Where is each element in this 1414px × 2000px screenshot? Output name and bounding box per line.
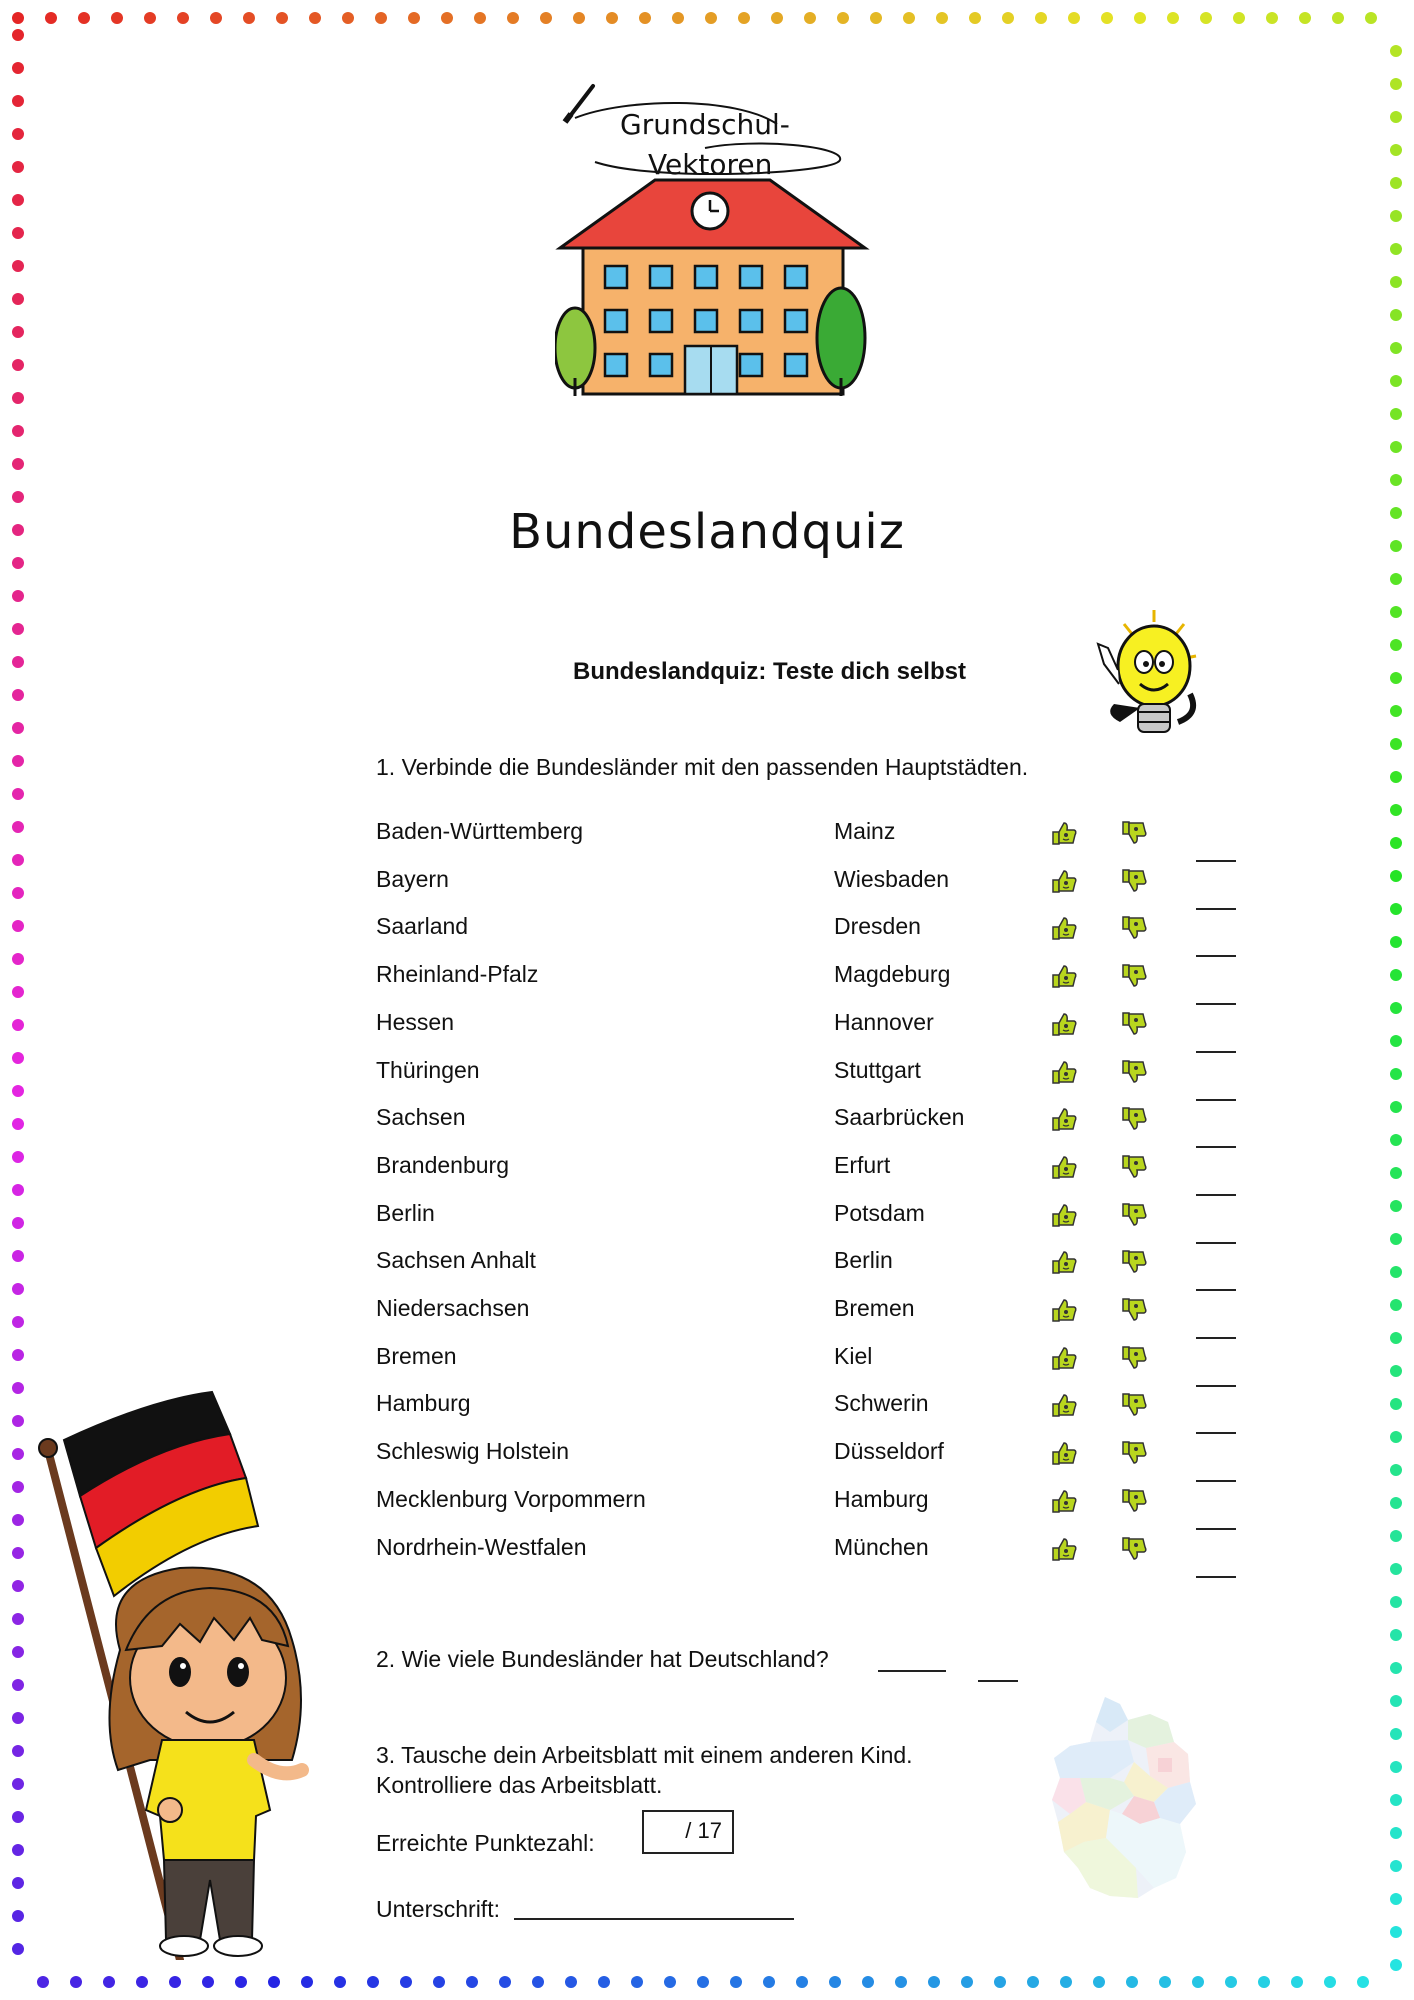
thumbs-down-icon[interactable] — [1120, 1011, 1148, 1037]
border-dot — [1390, 1728, 1402, 1740]
thumbs-up-icon[interactable] — [1050, 963, 1078, 989]
task3-instruction-line2: Kontrolliere das Arbeitsblatt. — [376, 1772, 663, 1798]
border-dot — [1192, 1976, 1204, 1988]
border-dot — [12, 1745, 24, 1757]
state-name: Berlin — [376, 1199, 435, 1226]
border-dot — [1258, 1976, 1270, 1988]
border-dot — [1390, 573, 1402, 585]
border-dot — [1390, 738, 1402, 750]
border-dot — [334, 1976, 346, 1988]
border-dot — [12, 722, 24, 734]
score-blank[interactable] — [1196, 1099, 1236, 1101]
border-dot — [12, 953, 24, 965]
border-dot — [169, 1976, 181, 1988]
border-dot — [12, 62, 24, 74]
border-dot — [1060, 1976, 1072, 1988]
state-name: Rheinland-Pfalz — [376, 961, 539, 988]
border-dot — [598, 1976, 610, 1988]
capital-name: Düsseldorf — [834, 1438, 944, 1465]
thumbs-up-icon[interactable] — [1050, 1011, 1078, 1037]
border-dot — [1390, 111, 1402, 123]
thumbs-up-icon[interactable] — [1050, 1202, 1078, 1228]
border-dot — [1324, 1976, 1336, 1988]
border-dot — [664, 1976, 676, 1988]
capital-name: Erfurt — [834, 1151, 891, 1178]
border-dot — [474, 12, 486, 24]
border-dot — [12, 161, 24, 173]
thumbs-down-icon[interactable] — [1120, 1440, 1148, 1466]
border-dot — [12, 95, 24, 107]
thumbs-down-icon[interactable] — [1120, 1345, 1148, 1371]
task3-instruction-line1: 3. Tausche dein Arbeitsblatt mit einem anderen Kind. — [376, 1742, 913, 1768]
girl-with-germany-flag — [30, 1340, 390, 1960]
border-dot — [367, 1976, 379, 1988]
border-dot — [12, 1283, 24, 1295]
score-blank[interactable] — [1196, 1003, 1236, 1005]
border-dot — [969, 12, 981, 24]
thumbs-down-icon[interactable] — [1120, 963, 1148, 989]
border-dot — [12, 1151, 24, 1163]
border-dot — [1390, 1365, 1402, 1377]
score-blank[interactable] — [1196, 1146, 1236, 1148]
border-dot — [573, 12, 585, 24]
capital-name: Saarbrücken — [834, 1104, 965, 1131]
capital-name: Bremen — [834, 1295, 915, 1321]
capital-name: München — [834, 1533, 929, 1560]
thumbs-down-icon[interactable] — [1120, 1536, 1148, 1562]
task2-score-blank[interactable] — [978, 1680, 1018, 1682]
border-dot — [12, 425, 24, 437]
border-dot — [12, 1415, 24, 1427]
border-dot — [1390, 1695, 1402, 1707]
border-dot — [12, 1448, 24, 1460]
state-name: Sachsen — [376, 1104, 466, 1131]
capital-name: Stuttgart — [834, 1056, 921, 1083]
border-dot — [12, 920, 24, 932]
capital-name: Hamburg — [834, 1485, 929, 1512]
state-name: Saarland — [376, 913, 469, 940]
border-dot — [210, 12, 222, 24]
border-dot — [507, 12, 519, 24]
border-dot — [1390, 1035, 1402, 1047]
capital-name: Wiesbaden — [834, 865, 950, 892]
state-name: Baden-Württemberg — [376, 818, 584, 844]
border-dot — [342, 12, 354, 24]
task1-instruction: 1. Verbinde die Bundesländer mit den passenden Hauptstädten. — [376, 754, 1029, 780]
border-dot — [103, 1976, 115, 1988]
border-dot — [12, 1250, 24, 1262]
border-dot — [606, 12, 618, 24]
border-dot — [1093, 1976, 1105, 1988]
border-dot — [144, 12, 156, 24]
border-dot — [1390, 1266, 1402, 1278]
border-dot — [12, 1613, 24, 1625]
capital-name: Mainz — [834, 818, 896, 844]
border-dot — [12, 1712, 24, 1724]
border-dot — [1390, 672, 1402, 684]
border-dot — [12, 1514, 24, 1526]
border-dot — [1390, 1464, 1402, 1476]
border-dot — [1002, 12, 1014, 24]
thumbs-down-icon[interactable] — [1120, 820, 1148, 846]
quiz-heading: Bundeslandquiz: Teste dich selbst — [573, 658, 966, 685]
border-dot — [1390, 45, 1402, 57]
score-blank[interactable] — [1196, 1289, 1236, 1291]
border-dot — [12, 260, 24, 272]
border-dot — [639, 12, 651, 24]
border-dot — [1390, 705, 1402, 717]
border-dot — [1390, 936, 1402, 948]
signature-line[interactable] — [514, 1918, 794, 1920]
score-blank[interactable] — [1196, 1337, 1236, 1339]
border-dot — [12, 1217, 24, 1229]
border-dot — [12, 491, 24, 503]
thumbs-down-icon[interactable] — [1120, 1154, 1148, 1180]
task2-question: 2. Wie viele Bundesländer hat Deutschland? — [376, 1646, 829, 1672]
border-dot — [70, 1976, 82, 1988]
state-name: Hamburg — [376, 1390, 471, 1417]
border-dot — [1390, 1101, 1402, 1113]
border-dot — [1390, 243, 1402, 255]
border-dot — [12, 689, 24, 701]
border-dot — [177, 12, 189, 24]
border-dot — [837, 12, 849, 24]
border-dot — [1390, 1827, 1402, 1839]
border-dot — [12, 227, 24, 239]
border-dot — [12, 788, 24, 800]
border-dot — [1390, 804, 1402, 816]
border-dot — [1390, 1398, 1402, 1410]
border-dot — [12, 293, 24, 305]
border-dot — [1390, 1497, 1402, 1509]
border-dot — [1390, 309, 1402, 321]
border-dot — [1200, 12, 1212, 24]
thumbs-down-icon[interactable] — [1120, 1297, 1148, 1323]
border-dot — [301, 1976, 313, 1988]
border-dot — [45, 12, 57, 24]
border-dot — [1390, 1002, 1402, 1014]
score-blank[interactable] — [1196, 1480, 1236, 1482]
border-dot — [771, 12, 783, 24]
score-blank[interactable] — [1196, 1385, 1236, 1387]
border-dot — [1390, 1860, 1402, 1872]
border-dot — [763, 1976, 775, 1988]
border-dot — [862, 1976, 874, 1988]
capital-name: Schwerin — [834, 1390, 929, 1417]
border-dot — [672, 12, 684, 24]
border-dot — [12, 1844, 24, 1856]
border-dot — [936, 12, 948, 24]
border-dot — [928, 1976, 940, 1988]
border-dot — [1390, 78, 1402, 90]
thumbs-down-icon[interactable] — [1120, 1488, 1148, 1514]
state-name: Schleswig Holstein — [376, 1438, 570, 1465]
score-blank[interactable] — [1196, 955, 1236, 957]
score-blank[interactable] — [1196, 860, 1236, 862]
border-dot — [1390, 144, 1402, 156]
logo-text-line1: Grundschul- — [620, 108, 790, 141]
thumbs-up-icon[interactable] — [1050, 1488, 1078, 1514]
border-dot — [532, 1976, 544, 1988]
capital-name: Hannover — [834, 1008, 934, 1035]
border-dot — [111, 12, 123, 24]
signature-label: Unterschrift: — [376, 1896, 500, 1922]
border-dot — [1390, 408, 1402, 420]
capital-name: Magdeburg — [834, 961, 951, 988]
thumbs-up-icon[interactable] — [1050, 1249, 1078, 1275]
border-dot — [1357, 1976, 1369, 1988]
border-dot — [705, 12, 717, 24]
border-dot — [12, 1943, 24, 1955]
border-dot — [631, 1976, 643, 1988]
border-dot — [466, 1976, 478, 1988]
score-label: Erreichte Punktezahl: — [376, 1830, 595, 1856]
thumbs-up-icon[interactable] — [1050, 1059, 1078, 1085]
thumbs-down-icon[interactable] — [1120, 915, 1148, 941]
thumbs-up-icon[interactable] — [1050, 1392, 1078, 1418]
border-dot — [136, 1976, 148, 1988]
border-dot — [903, 12, 915, 24]
capital-name: Kiel — [834, 1342, 873, 1369]
state-name: Bayern — [376, 865, 449, 892]
border-dot — [12, 1382, 24, 1394]
thumbs-down-icon[interactable] — [1120, 1392, 1148, 1418]
border-dot — [540, 12, 552, 24]
border-dot — [78, 12, 90, 24]
border-dot — [697, 1976, 709, 1988]
state-name: Thüringen — [376, 1056, 480, 1083]
border-dot — [1291, 1976, 1303, 1988]
border-dot — [12, 194, 24, 206]
border-dot — [12, 887, 24, 899]
score-blank[interactable] — [1196, 1242, 1236, 1244]
border-dot — [1225, 1976, 1237, 1988]
border-dot — [994, 1976, 1006, 1988]
border-dot — [1390, 1167, 1402, 1179]
border-dot — [565, 1976, 577, 1988]
border-dot — [1390, 375, 1402, 387]
border-dot — [12, 1184, 24, 1196]
border-dot — [1390, 870, 1402, 882]
border-dot — [1390, 1068, 1402, 1080]
border-dot — [1390, 210, 1402, 222]
border-dot — [1390, 1761, 1402, 1773]
border-dot — [276, 12, 288, 24]
border-dot — [12, 1580, 24, 1592]
border-dot — [12, 1646, 24, 1658]
thumbs-up-icon[interactable] — [1050, 915, 1078, 941]
border-dot — [12, 590, 24, 602]
border-dot — [1390, 177, 1402, 189]
border-dot — [243, 12, 255, 24]
border-dot — [12, 986, 24, 998]
score-box[interactable]: / 17 — [642, 1810, 734, 1854]
border-dot — [12, 1085, 24, 1097]
score-blank[interactable] — [1196, 1194, 1236, 1196]
border-dot — [400, 1976, 412, 1988]
thumbs-down-icon[interactable] — [1120, 1249, 1148, 1275]
border-dot — [499, 1976, 511, 1988]
thumbs-down-icon[interactable] — [1120, 868, 1148, 894]
border-dot — [1390, 837, 1402, 849]
border-dot — [730, 1976, 742, 1988]
thumbs-up-icon[interactable] — [1050, 820, 1078, 846]
border-dot — [1390, 1893, 1402, 1905]
thumbs-up-icon[interactable] — [1050, 1106, 1078, 1132]
border-dot — [1233, 12, 1245, 24]
border-dot — [12, 1679, 24, 1691]
border-dot — [12, 854, 24, 866]
border-dot — [1035, 12, 1047, 24]
border-dot — [1390, 1431, 1402, 1443]
thumbs-up-icon[interactable] — [1050, 1440, 1078, 1466]
border-dot — [1027, 1976, 1039, 1988]
border-dot — [870, 12, 882, 24]
border-dot — [1390, 1530, 1402, 1542]
state-name: Niedersachsen — [376, 1295, 530, 1321]
state-name: Hessen — [376, 1008, 454, 1035]
page-title: Bundeslandquiz — [509, 504, 905, 561]
thumbs-up-icon[interactable] — [1050, 1345, 1078, 1371]
border-dot — [12, 1316, 24, 1328]
state-name: Bremen — [376, 1342, 457, 1369]
border-dot — [12, 29, 24, 41]
border-dot — [829, 1976, 841, 1988]
border-dot — [1365, 12, 1377, 24]
border-dot — [1390, 903, 1402, 915]
border-dot — [12, 1118, 24, 1130]
state-name: Brandenburg — [376, 1151, 509, 1178]
border-dot — [433, 1976, 445, 1988]
border-dot — [1390, 1926, 1402, 1938]
border-dot — [804, 12, 816, 24]
border-dot — [1299, 12, 1311, 24]
border-dot — [1390, 1200, 1402, 1212]
border-dot — [895, 1976, 907, 1988]
task2-answer-line[interactable] — [878, 1670, 946, 1672]
thumbs-down-icon[interactable] — [1120, 1106, 1148, 1132]
border-dot — [1134, 12, 1146, 24]
border-dot — [1390, 1596, 1402, 1608]
border-dot — [12, 1052, 24, 1064]
border-dot — [12, 458, 24, 470]
border-dot — [1390, 342, 1402, 354]
border-dot — [1390, 276, 1402, 288]
border-dot — [12, 359, 24, 371]
border-dot — [12, 392, 24, 404]
border-dot — [12, 656, 24, 668]
border-dot — [1390, 1662, 1402, 1674]
border-dot — [37, 1976, 49, 1988]
border-dot — [268, 1976, 280, 1988]
state-name: Nordrhein-Westfalen — [376, 1533, 587, 1560]
border-dot — [1126, 1976, 1138, 1988]
border-dot — [12, 1547, 24, 1559]
border-dot — [1390, 969, 1402, 981]
border-dot — [1390, 1629, 1402, 1641]
border-dot — [1390, 1959, 1402, 1971]
thumbs-up-icon[interactable] — [1050, 1536, 1078, 1562]
border-dot — [12, 755, 24, 767]
capital-name: Potsdam — [834, 1199, 925, 1226]
border-dot — [408, 12, 420, 24]
border-dot — [441, 12, 453, 24]
border-dot — [1101, 12, 1113, 24]
border-dot — [12, 1349, 24, 1361]
border-dot — [1390, 771, 1402, 783]
border-dot — [1332, 12, 1344, 24]
border-dot — [1390, 1134, 1402, 1146]
thumbs-up-icon[interactable] — [1050, 1297, 1078, 1323]
border-dot — [1167, 12, 1179, 24]
border-dot — [12, 326, 24, 338]
border-dot — [1390, 1332, 1402, 1344]
border-dot — [1068, 12, 1080, 24]
border-dot — [12, 623, 24, 635]
border-dot — [375, 12, 387, 24]
border-dot — [235, 1976, 247, 1988]
border-dot — [1266, 12, 1278, 24]
border-dot — [12, 12, 24, 24]
border-dot — [1159, 1976, 1171, 1988]
germany-map — [1050, 1692, 1200, 1902]
border-dot — [1390, 606, 1402, 618]
thumbs-up-icon[interactable] — [1050, 868, 1078, 894]
capital-name: Berlin — [834, 1247, 893, 1274]
border-dot — [12, 1481, 24, 1493]
border-dot — [1390, 441, 1402, 453]
thumbs-up-icon[interactable] — [1050, 1154, 1078, 1180]
border-dot — [1390, 639, 1402, 651]
border-dot — [1390, 1794, 1402, 1806]
capital-name: Dresden — [834, 913, 921, 940]
border-dot — [738, 12, 750, 24]
thumbs-down-icon[interactable] — [1120, 1059, 1148, 1085]
border-dot — [12, 1019, 24, 1031]
score-blank[interactable] — [1196, 1576, 1236, 1578]
score-blank[interactable] — [1196, 1528, 1236, 1530]
border-dot — [1390, 1563, 1402, 1575]
border-dot — [202, 1976, 214, 1988]
border-dot — [1390, 474, 1402, 486]
state-name: Mecklenburg Vorpommern — [376, 1485, 646, 1512]
thumbs-down-icon[interactable] — [1120, 1202, 1148, 1228]
border-dot — [12, 1877, 24, 1889]
logo-text-line2: Vektoren — [648, 148, 773, 181]
border-dot — [12, 1910, 24, 1922]
border-dot — [12, 1778, 24, 1790]
state-name: Sachsen Anhalt — [376, 1247, 536, 1274]
border-dot — [796, 1976, 808, 1988]
lightbulb-icon — [1074, 604, 1204, 754]
score-blank[interactable] — [1196, 1051, 1236, 1053]
border-dot — [12, 128, 24, 140]
border-dot — [961, 1976, 973, 1988]
border-dot — [12, 821, 24, 833]
border-dot — [1390, 1233, 1402, 1245]
score-blank[interactable] — [1196, 908, 1236, 910]
border-dot — [309, 12, 321, 24]
border-dot — [1390, 1299, 1402, 1311]
border-dot — [12, 1811, 24, 1823]
score-blank[interactable] — [1196, 1432, 1236, 1434]
